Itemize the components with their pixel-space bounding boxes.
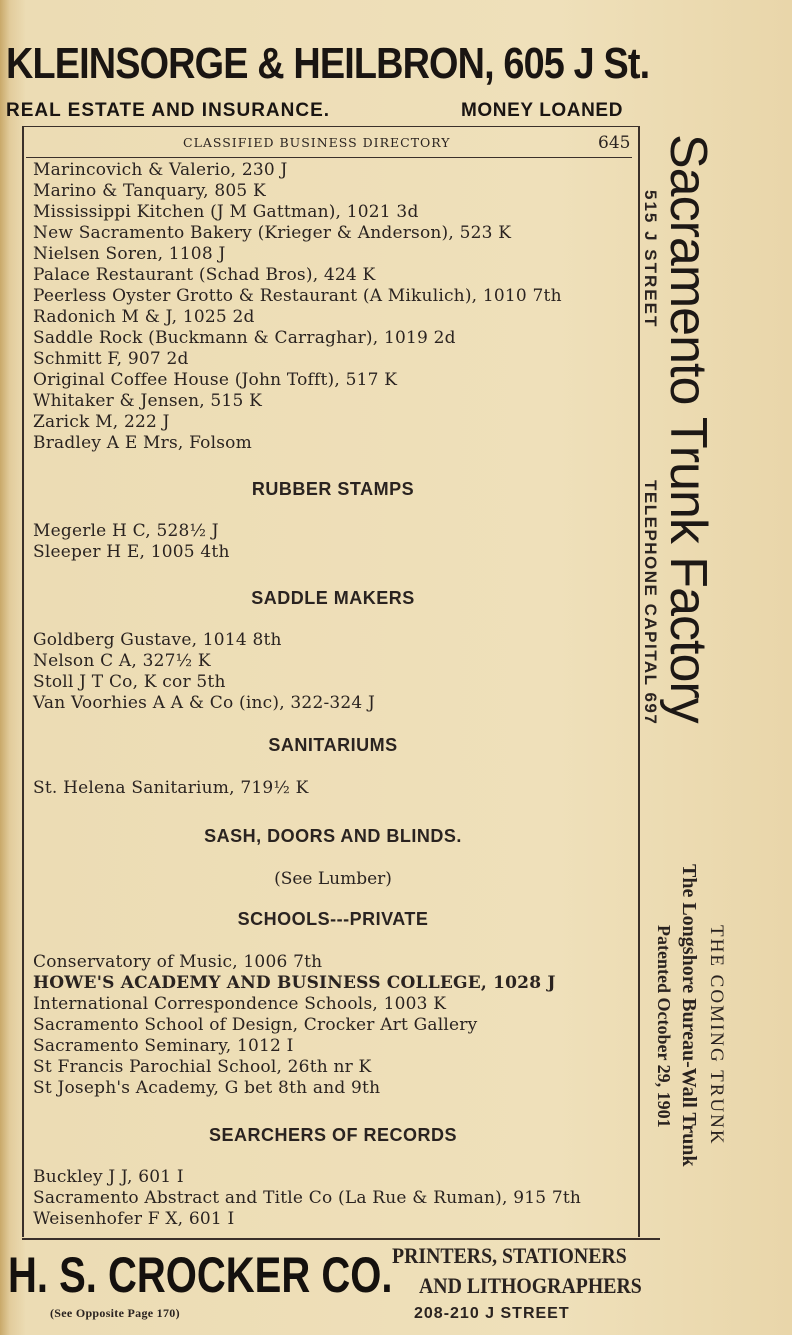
list-item: Sacramento Seminary, 1012 I xyxy=(33,1036,294,1056)
side-ad-trunk-factory: Sacramento Trunk Factory xyxy=(659,134,717,723)
footer-services-line2: AND LITHOGRAPHERS xyxy=(419,1273,642,1298)
list-item: St Francis Parochial School, 26th nr K xyxy=(33,1057,372,1077)
list-item: Van Voorhies A A & Co (inc), 322-324 J xyxy=(33,693,376,713)
list-item: Sleeper H E, 1005 4th xyxy=(33,542,230,562)
list-item: Palace Restaurant (Schad Bros), 424 K xyxy=(33,265,376,285)
running-head xyxy=(26,135,632,158)
list-item: HOWE'S ACADEMY AND BUSINESS COLLEGE, 1028 J xyxy=(33,973,556,993)
header-subline-right: MONEY LOANED xyxy=(461,100,624,121)
list-item: St Joseph's Academy, G bet 8th and 9th xyxy=(33,1078,381,1098)
list-item: Radonich M & J, 1025 2d xyxy=(33,307,255,327)
list-item: Conservatory of Music, 1006 7th xyxy=(33,952,323,972)
side-ad-telephone: TELEPHONE CAPITAL 697 xyxy=(641,480,660,726)
list-item: Goldberg Gustave, 1014 8th xyxy=(33,630,282,650)
header-advertisement: KLEINSORGE & HEILBRON, 605 J St. xyxy=(6,39,650,88)
list-item: St. Helena Sanitarium, 719½ K xyxy=(33,778,309,798)
list-item: Mississippi Kitchen (J M Gattman), 1021 3d xyxy=(33,202,419,222)
list-item: Zarick M, 222 J xyxy=(33,412,170,432)
list-item: International Correspondence Schools, 1003 K xyxy=(33,994,447,1014)
list-item: Peerless Oyster Grotto & Restaurant (A Mikulich), 1010 7th xyxy=(33,286,562,306)
section-heading-sanitariums: SANITARIUMS xyxy=(268,735,398,755)
list-item: Stoll J T Co, K cor 5th xyxy=(33,672,226,692)
side-ad-patented: Patented October 29, 1901 xyxy=(654,925,674,1128)
section-heading-sash-doors-blinds: SASH, DOORS AND BLINDS. xyxy=(204,826,462,846)
page-number: 645 xyxy=(598,133,631,153)
list-item: Buckley J J, 601 I xyxy=(33,1167,184,1187)
side-ad-coming-trunk: THE COMING TRUNK xyxy=(706,925,727,1146)
section-heading-rubber-stamps: RUBBER STAMPS xyxy=(251,479,415,499)
running-head-title: CLASSIFIED BUSINESS DIRECTORY xyxy=(183,135,451,150)
header-subline-left: REAL ESTATE AND INSURANCE. xyxy=(6,100,331,121)
see-also-note: (See Lumber) xyxy=(274,869,392,889)
section-heading-saddle-makers: SADDLE MAKERS xyxy=(251,588,415,608)
list-item: Saddle Rock (Buckmann & Carraghar), 1019 2d xyxy=(33,328,456,348)
section-heading-searchers-of-records: SEARCHERS OF RECORDS xyxy=(208,1125,458,1145)
list-item: Marino & Tanquary, 805 K xyxy=(33,181,266,201)
list-item: Schmitt F, 907 2d xyxy=(33,349,189,369)
list-item: Sacramento Abstract and Title Co (La Rue & Ruman), 915 7th xyxy=(33,1188,582,1208)
list-item: Whitaker & Jensen, 515 K xyxy=(33,391,262,411)
list-item: Original Coffee House (John Tofft), 517 K xyxy=(33,370,398,390)
footer-rule xyxy=(22,1238,660,1240)
side-ad-longshore: The Longshore Bureau-Wall Trunk xyxy=(678,864,700,1167)
list-item: Weisenhofer F X, 601 I xyxy=(33,1209,235,1229)
footer-services-line1: PRINTERS, STATIONERS xyxy=(392,1243,627,1268)
list-item: Sacramento School of Design, Crocker Art Gallery xyxy=(33,1015,478,1035)
list-item: Bradley A E Mrs, Folsom xyxy=(33,433,252,453)
footer-address: 208-210 J STREET xyxy=(414,1305,570,1322)
footer-advertiser-name: H. S. CROCKER CO. xyxy=(8,1247,393,1303)
footer-note: (See Opposite Page 170) xyxy=(50,1306,180,1320)
list-item: Nelson C A, 327½ K xyxy=(33,651,211,671)
section-heading-schools-private: SCHOOLS---PRIVATE xyxy=(237,909,429,929)
list-item: Nielsen Soren, 1108 J xyxy=(33,244,226,264)
side-ad-street: 515 J STREET xyxy=(641,190,660,329)
list-item: New Sacramento Bakery (Krieger & Anderson), 523 K xyxy=(33,223,512,243)
list-item: Marincovich & Valerio, 230 J xyxy=(33,160,288,180)
list-item: Megerle H C, 528½ J xyxy=(33,521,219,541)
